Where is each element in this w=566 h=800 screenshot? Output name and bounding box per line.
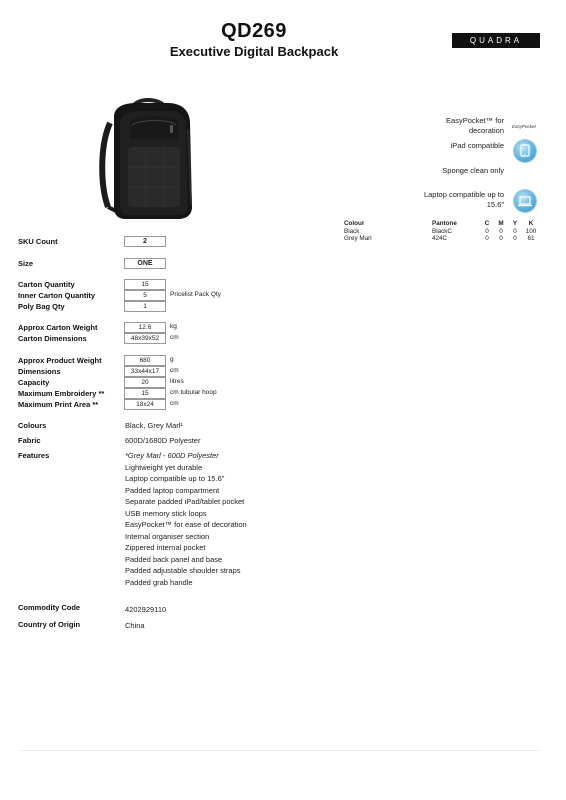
product-image xyxy=(96,95,208,223)
colours-label: Colours xyxy=(18,421,47,430)
carton-dimensions-label: Carton Dimensions xyxy=(18,334,87,343)
max-embroidery-label: Maximum Embroidery ** xyxy=(18,389,105,398)
max-embroidery-unit: cm tubular hoop xyxy=(170,389,217,396)
product-name: Executive Digital Backpack xyxy=(169,44,339,59)
pantone-cell: 424C xyxy=(432,235,448,242)
pantone-cell: 0 xyxy=(513,235,517,242)
footer-divider xyxy=(18,750,540,751)
commodity-code-value: 4202929110 xyxy=(125,605,167,614)
carton-quantity-label: Carton Quantity xyxy=(18,280,75,289)
backpack-image xyxy=(96,95,208,223)
list-item: Zippered internal pocket xyxy=(125,543,206,552)
product-weight-label: Approx Product Weight xyxy=(18,356,102,365)
list-item: Lightweight yet durable xyxy=(125,462,203,472)
feature-laptop-text: Laptop compatible up to 15.6" xyxy=(423,190,504,209)
capacity-value: 20 xyxy=(124,377,166,388)
pantone-cell: 0 xyxy=(485,228,489,235)
max-print-area-value: 18x24 xyxy=(124,399,166,410)
pantone-cell: 61 xyxy=(527,235,535,242)
max-print-area-unit: cm xyxy=(170,400,179,407)
fabric-value: 600D/1680D Polyester xyxy=(125,436,201,445)
list-item: Padded adjustable shoulder straps xyxy=(125,566,241,575)
pantone-cell: Black xyxy=(344,228,360,235)
pantone-header-y: Y xyxy=(512,220,518,227)
pantone-cell: BlackC xyxy=(432,228,452,235)
list-item: Padded back panel and base xyxy=(125,554,223,564)
list-item: Padded grab handle xyxy=(125,577,193,587)
pantone-header-c: C xyxy=(484,220,490,227)
pantone-header-pantone: Pantone xyxy=(432,220,457,227)
max-print-area-label: Maximum Print Area ** xyxy=(18,400,99,409)
pantone-table xyxy=(344,220,540,242)
size-value: ONE xyxy=(124,258,166,269)
list-item: EasyPocket™ for ease of decoration xyxy=(125,520,247,529)
fabric-label: Fabric xyxy=(18,436,41,445)
capacity-unit: litres xyxy=(170,378,184,385)
table-row xyxy=(344,235,540,242)
pantone-cell: 0 xyxy=(513,228,517,235)
size-label: Size xyxy=(18,259,34,268)
dimensions-unit: cm xyxy=(170,367,179,374)
pantone-cell: Grey Marl xyxy=(344,235,372,242)
feature-ipad-text: iPad compatible xyxy=(450,141,504,150)
poly-bag-qty-label: Poly Bag Qty xyxy=(18,302,65,311)
pricelist-pack-qty-note: Pricelist Pack Qty xyxy=(170,291,221,298)
inner-carton-quantity-value: 5 xyxy=(124,290,166,301)
pantone-header-colour: Colour xyxy=(344,220,365,227)
pantone-header-k: K xyxy=(528,220,534,227)
list-item: Separate padded iPad/tablet pocket xyxy=(125,497,245,506)
max-embroidery-value: 15 xyxy=(124,388,166,399)
colours-value: Black, Grey Marl¹ xyxy=(125,421,183,430)
carton-weight-label: Approx Carton Weight xyxy=(18,323,98,332)
carton-weight-value: 12.6 xyxy=(124,322,166,333)
carton-weight-unit: kg xyxy=(170,323,177,330)
country-of-origin-label: Country of Origin xyxy=(18,620,81,629)
brand-logo: QUADRA xyxy=(452,33,540,48)
carton-quantity-value: 15 xyxy=(124,279,166,290)
commodity-code-label: Commodity Code xyxy=(18,603,81,612)
carton-dimensions-unit: cm xyxy=(170,334,179,341)
pantone-header-m: M xyxy=(498,220,504,227)
country-of-origin-value: China xyxy=(125,621,145,630)
ipad-icon xyxy=(514,140,536,162)
inner-carton-quantity-label: Inner Carton Quantity xyxy=(18,291,96,300)
pantone-cell: 100 xyxy=(525,228,537,235)
pantone-cell: 0 xyxy=(499,228,503,235)
feature-easypocket-text: EasyPocket™ for decoration xyxy=(446,116,504,135)
list-item: USB memory stick loops xyxy=(125,508,207,518)
sku-count-value: 2 xyxy=(124,236,166,247)
dimensions-value: 33x44x17 xyxy=(124,366,166,377)
carton-dimensions-value: 48x39x52 xyxy=(124,333,166,344)
pantone-cell: 0 xyxy=(499,235,503,242)
product-code: QD269 xyxy=(221,20,287,42)
dimensions-label: Dimensions xyxy=(18,367,61,376)
product-weight-value: 680 xyxy=(124,355,166,366)
list-item: Padded laptop compartment xyxy=(125,485,220,495)
laptop-icon xyxy=(514,190,536,212)
easypocket-logo: EasyPocket xyxy=(512,124,536,129)
table-row xyxy=(344,228,540,235)
poly-bag-qty-value: 1 xyxy=(124,301,166,312)
pantone-cell: 0 xyxy=(485,235,489,242)
feature-sponge-text: Sponge clean only xyxy=(442,166,504,175)
list-item: Laptop compatible up to 15.6" xyxy=(125,474,225,483)
capacity-label: Capacity xyxy=(18,378,50,387)
sku-count-label: SKU Count xyxy=(18,237,58,246)
list-item: *Grey Marl - 600D Polyester xyxy=(125,451,219,460)
list-item: Internal organiser section xyxy=(125,531,210,541)
pantone-header-row xyxy=(344,220,540,228)
product-weight-unit: g xyxy=(170,356,174,363)
features-label: Features xyxy=(18,451,50,460)
